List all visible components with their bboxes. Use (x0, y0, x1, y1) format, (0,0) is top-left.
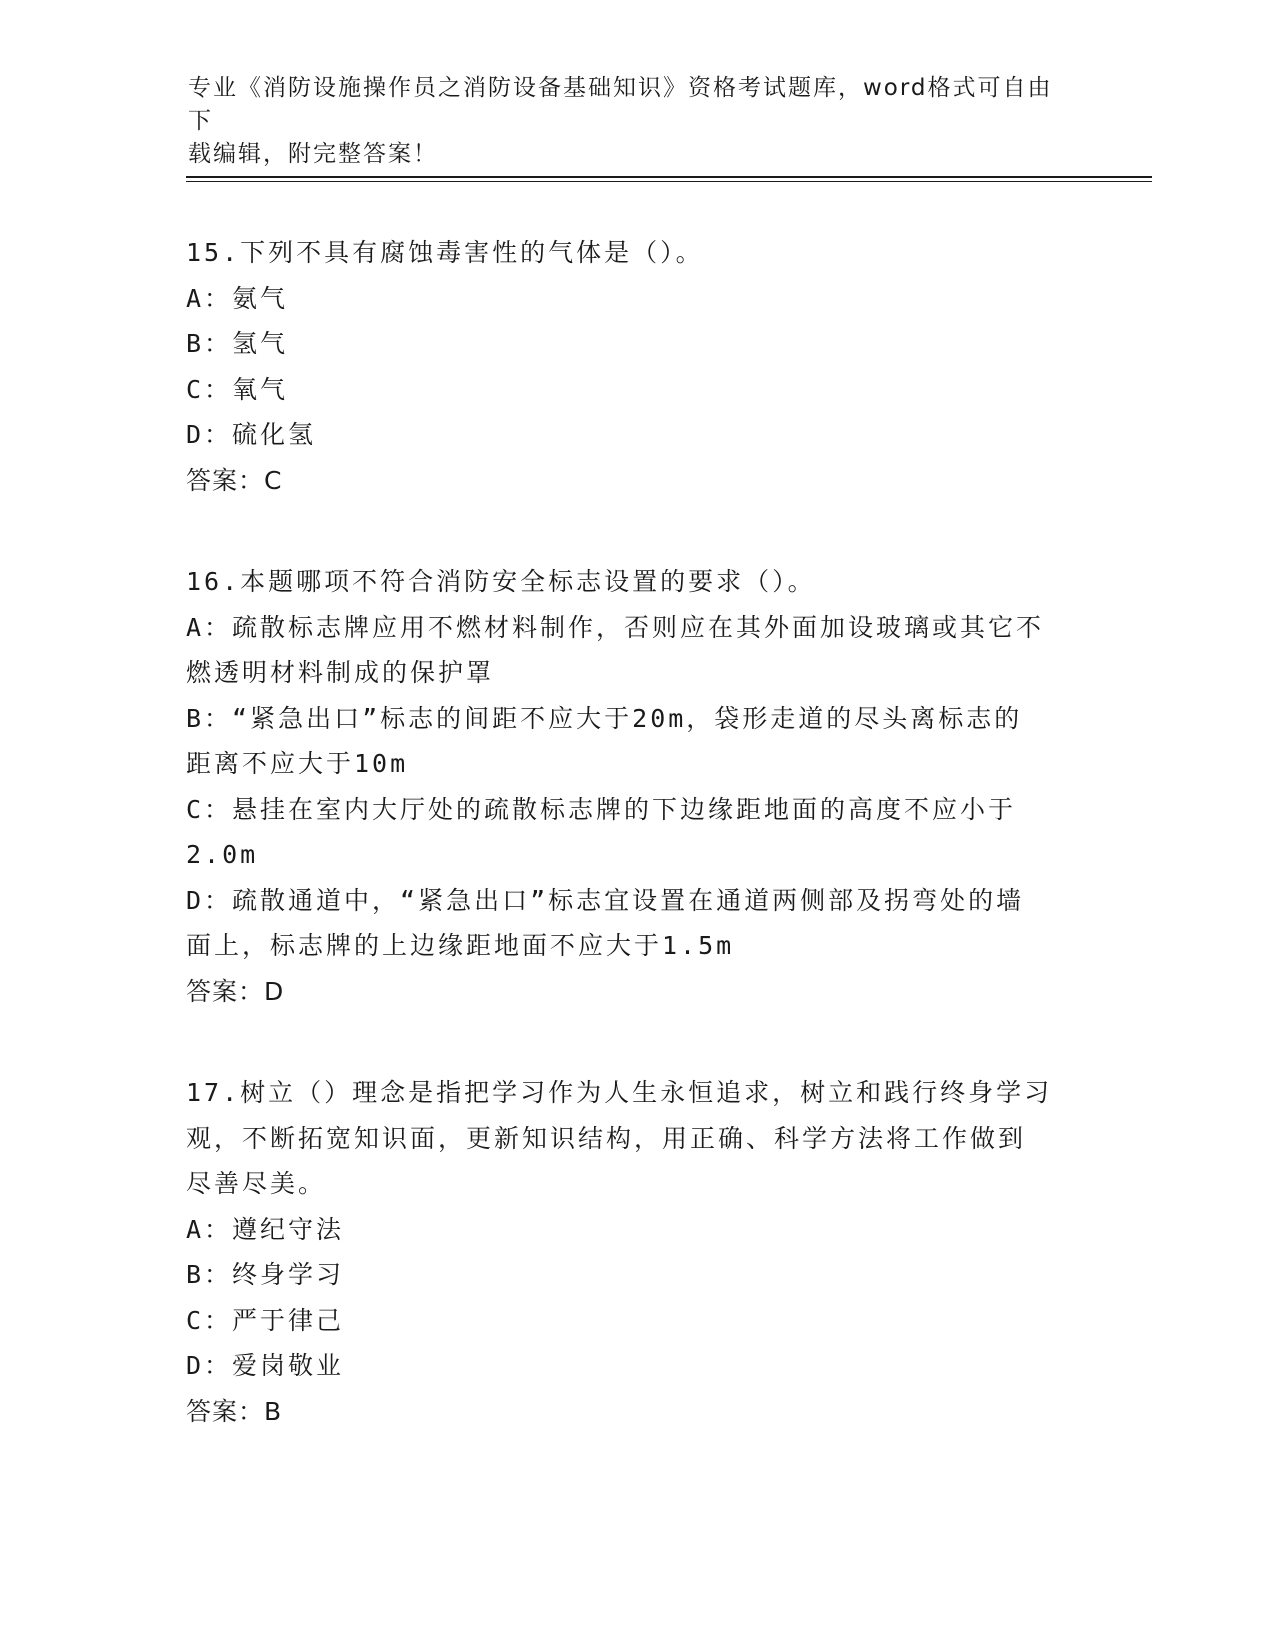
question-stem: 15.下列不具有腐蚀毒害性的气体是（）。 (186, 238, 704, 267)
question-stem-line-3: 尽善尽美。 (186, 1169, 327, 1198)
question-17 (186, 1070, 1086, 1434)
option-c-line-2: 2.0m (186, 840, 259, 869)
question-stem: 16.本题哪项不符合消防安全标志设置的要求（）。 (186, 567, 816, 596)
option-b (186, 696, 1086, 787)
option-b: B：氢气 (186, 329, 289, 358)
option-c (186, 787, 1086, 878)
answer: 答案：C (186, 465, 283, 495)
option-b-line-2: 距离不应大于10m (186, 749, 409, 778)
option-c: C：氧气 (186, 374, 289, 404)
option-d (186, 878, 1086, 969)
option-d: D：爱岗敬业 (186, 1351, 345, 1380)
document-header (188, 72, 1068, 171)
header-divider (186, 176, 1152, 182)
question-stem-line-2: 观，不断拓宽知识面，更新知识结构，用正确、科学方法将工作做到 (186, 1123, 1027, 1153)
option-b: B：终身学习 (186, 1260, 345, 1289)
question-16 (186, 559, 1086, 1014)
option-a (186, 605, 1086, 696)
question-list (186, 230, 1086, 1490)
question-15 (186, 230, 1086, 503)
option-b-line-1: B：“紧急出口”标志的间距不应大于20m，袋形走道的尽头离标志的 (186, 703, 1023, 733)
question-stem-line-1: 17.树立（）理念是指把学习作为人生永恒追求，树立和践行终身学习 (186, 1078, 1053, 1107)
option-d-line-1: D：疏散通道中，“紧急出口”标志宜设置在通道两侧部及拐弯处的墙 (186, 885, 1025, 915)
option-d-line-2: 面上，标志牌的上边缘距地面不应大于1.5m (186, 931, 735, 960)
option-c: C：严于律己 (186, 1305, 345, 1335)
option-d: D：硫化氢 (186, 420, 317, 449)
answer: 答案：B (186, 1396, 283, 1426)
answer: 答案：D (186, 976, 285, 1006)
header-line-1: 专业《消防设施操作员之消防设备基础知识》资格考试题库，word格式可自由下 (188, 75, 1053, 134)
option-c-line-1: C：悬挂在室内大厅处的疏散标志牌的下边缘距地面的高度不应小于 (186, 794, 1017, 824)
option-a: A：遵纪守法 (186, 1214, 345, 1244)
option-a-line-1: A：疏散标志牌应用不燃材料制作，否则应在其外面加设玻璃或其它不 (186, 612, 1045, 642)
header-line-2: 载编辑，附完整答案！ (188, 141, 438, 167)
option-a-line-2: 燃透明材料制成的保护罩 (186, 658, 495, 687)
option-a: A：氨气 (186, 283, 289, 313)
